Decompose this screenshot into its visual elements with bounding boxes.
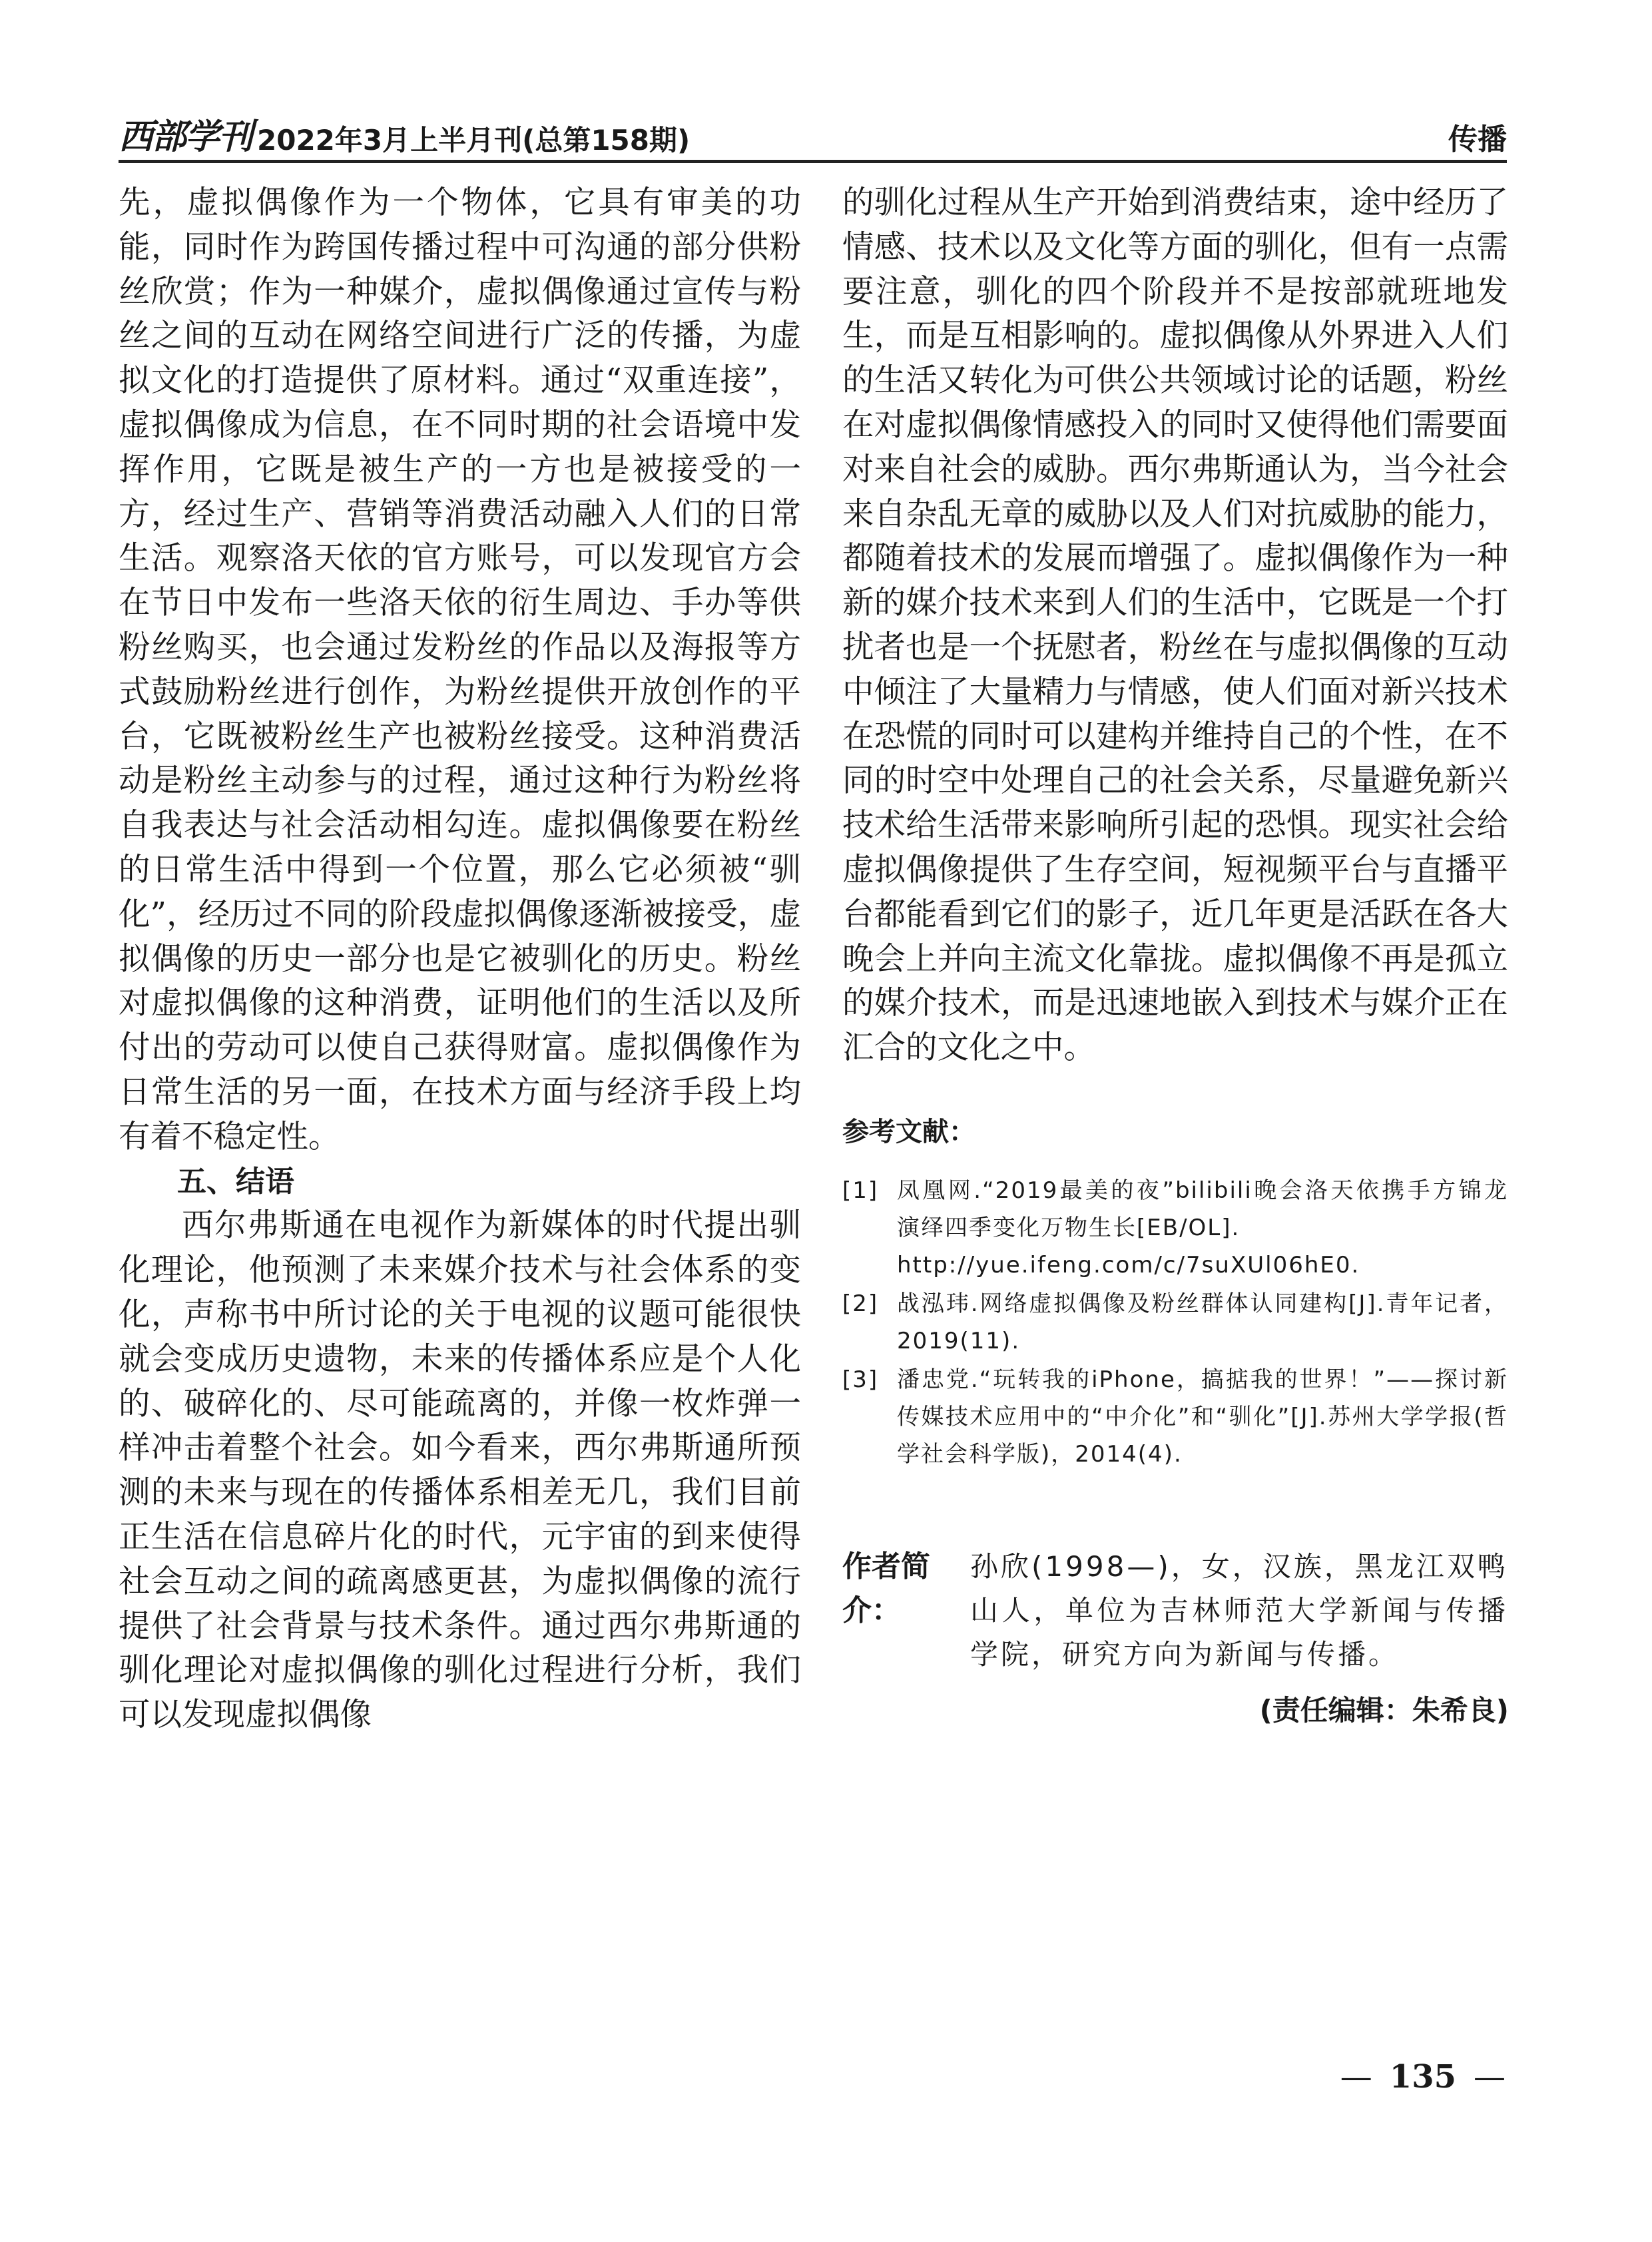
reference-text: 凤凰网.“2019最美的夜”bilibili晚会洛天依携手方锦龙 演绎四季变化万物生长[EB/OL]. [897,1177,1508,1241]
reference-url[interactable]: http://yue.ifeng.com/c/7suXUl06hE0. [897,1252,1360,1278]
reference-text: 战泓玮.网络虚拟偶像及粉丝群体认同建构[J].青年记者，2019(11). [897,1290,1508,1354]
page-number: 135 [1389,2058,1456,2096]
reference-number: [1] [842,1177,879,1204]
author-bio-text: 孙欣(1998—)，女，汉族，黑龙江双鸭山人，单位为吉林师范大学新闻与传播学院，研究方向为新闻与传播。 [970,1550,1508,1671]
page-number-footer [1340,2058,1506,2096]
reference-item [842,1361,1508,1473]
section-tag: 传播 [1448,123,1507,156]
author-bio [842,1545,1508,1677]
dash-left: — [1340,2058,1372,2096]
right-paragraph-1: 的驯化过程从生产开始到消费结束，途中经历了情感、技术以及文化等方面的驯化，但有一点需要注意，驯化的四个阶段并不是按部就班地发生，而是互相影响的。虚拟偶像从外界进入人们的生活又转化为可供公共领域讨论的话题，粉丝在对虚拟偶像情感投入的同时又使得他们需要面对来自社会的威胁。西尔弗斯通认为，当今社会来自杂乱无章的威胁以及人们对抗威胁的能力，都随着技术的发展而增强了。虚拟偶像作为一种新的媒介技术来到人们的生活中，它既是一个打扰者也是一个抚慰者，粉丝在与虚拟偶像的互动中倾注了大量精力与情感，使人们面对新兴技术在恐慌的同时可以建构并维持自己的个性，在不同的时空中处理自己的社会关系，尽量避免新兴技术给生活带来影响所引起的恐惧。现实社会给虚拟偶像提供了生存空间，短视频平台与直播平台都能看到它们的影子，近几年更是活跃在各大晚会上并向主流文化靠拢。虚拟偶像不再是孤立的媒介技术，而是迅速地嵌入到技术与媒介正在汇合的文化之中。 [842,184,1508,1067]
reference-item [842,1285,1508,1360]
dash-right: — [1474,2058,1506,2096]
references-list [842,1172,1508,1474]
responsible-editor: (责任编辑：朱希良) [1259,1694,1509,1727]
reference-item [842,1172,1508,1284]
header-left [119,117,690,157]
journal-logo: 西部学刊 [119,117,252,157]
references-title: 参考文献： [842,1117,975,1147]
left-paragraph-2: 西尔弗斯通在电视作为新媒体的时代提出驯化理论，他预测了未来媒介技术与社会体系的变化，声称书中所讨论的关于电视的议题可能很快就会变成历史遗物，未来的传播体系应是个人化的、破碎化的、尽可能疏离的，并像一枚炸弹一样冲击着整个社会。如今看来，西尔弗斯通所预测的未来与现在的传播体系相差无几，我们目前正生活在信息碎片化的时代，元宇宙的到来使得社会互动之间的疏离感更甚，为虚拟偶像的流行提供了社会背景与技术条件。通过西尔弗斯通的驯化理论对虚拟偶像的驯化过程进行分析，我们可以发现虚拟偶像 [119,1207,801,1734]
reference-number: [2] [842,1290,879,1317]
section-heading-conclusion: 五、结语 [177,1164,294,1199]
author-bio-label: 作者简介： [842,1549,930,1627]
left-column [119,181,801,1738]
left-paragraph-1: 先，虚拟偶像作为一个物体，它具有审美的功能，同时作为跨国传播过程中可沟通的部分供粉丝欣赏；作为一种媒介，虚拟偶像通过宣传与粉丝之间的互动在网络空间进行广泛的传播，为虚拟文化的打造提供了原材料。通过“双重连接”，虚拟偶像成为信息，在不同时期的社会语境中发挥作用，它既是被生产的一方也是被接受的一方，经过生产、营销等消费活动融入人们的日常生活。观察洛天依的官方账号，可以发现官方会在节日中发布一些洛天依的衍生周边、手办等供粉丝购买，也会通过发粉丝的作品以及海报等方式鼓励粉丝进行创作，为粉丝提供开放创作的平台，它既被粉丝生产也被粉丝接受。这种消费活动是粉丝主动参与的过程，通过这种行为粉丝将自我表达与社会活动相勾连。虚拟偶像要在粉丝的日常生活中得到一个位置，那么它必须被“驯化”，经历过不同的阶段虚拟偶像逐渐被接受，虚拟偶像的历史一部分也是它被驯化的历史。粉丝对虚拟偶像的这种消费，证明他们的生活以及所付出的劳动可以使自己获得财富。虚拟偶像作为日常生活的另一面，在技术方面与经济手段上均有着不稳定性。 [119,184,801,1155]
right-column [842,181,1508,1071]
page-header [119,107,1507,163]
reference-text: 潘忠党.“玩转我的iPhone，搞掂我的世界！”——探讨新传媒技术应用中的“中介化”和“驯化”[J].苏州大学学报(哲学社会科学版)，2014(4). [897,1366,1508,1468]
issue-info: 2022年3月上半月刊(总第158期) [257,124,690,156]
reference-number: [3] [842,1366,879,1393]
